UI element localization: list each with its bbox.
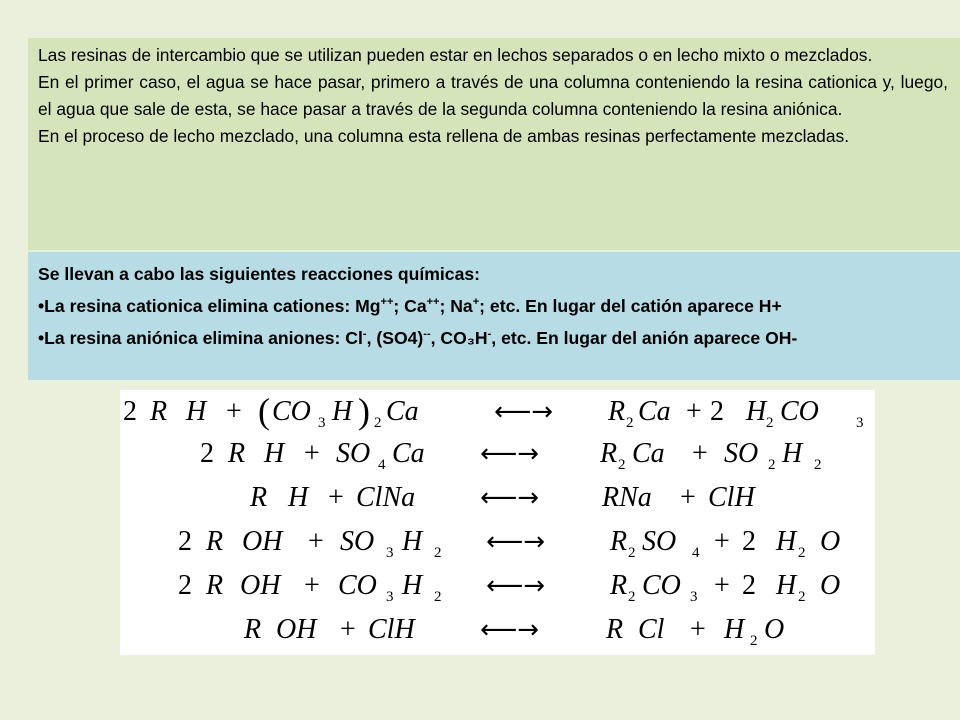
svg-text:SO: SO <box>724 438 759 469</box>
svg-text:⟵→: ⟵→ <box>480 615 540 645</box>
svg-text:2: 2 <box>178 526 192 557</box>
svg-text:): ) <box>358 391 370 431</box>
svg-text:⟵→: ⟵→ <box>486 527 546 557</box>
paragraph-3: En el proceso de lecho mezclado, una columna esta rellena de ambas resinas perfectamente mezcladas. <box>38 126 850 146</box>
svg-text:OH: OH <box>240 570 281 601</box>
svg-text:R: R <box>610 526 628 557</box>
svg-text:R: R <box>608 396 626 427</box>
svg-text:+: + <box>686 396 702 427</box>
svg-text:3: 3 <box>856 415 864 431</box>
equation-1 <box>123 391 864 431</box>
svg-text:2: 2 <box>434 589 442 605</box>
svg-text:RNa: RNa <box>602 482 652 513</box>
svg-text:ClH: ClH <box>708 482 755 513</box>
svg-text:ClH: ClH <box>368 614 415 645</box>
svg-text:R: R <box>606 614 624 645</box>
svg-text:H: H <box>782 438 803 469</box>
svg-text:2: 2 <box>618 457 626 473</box>
svg-text:⟵→: ⟵→ <box>480 483 540 513</box>
svg-text:3: 3 <box>690 589 698 605</box>
svg-text:+: + <box>714 570 730 601</box>
svg-text:2: 2 <box>768 457 776 473</box>
svg-text:2: 2 <box>750 633 758 649</box>
svg-text:CO: CO <box>642 570 681 601</box>
svg-text:2: 2 <box>742 570 756 601</box>
svg-text:+: + <box>680 482 696 513</box>
svg-text:H: H <box>776 570 797 601</box>
equations-svg <box>120 390 875 655</box>
equation-4 <box>178 526 840 561</box>
svg-text:R: R <box>228 438 246 469</box>
svg-text:2: 2 <box>628 545 636 561</box>
svg-text:+: + <box>692 438 708 469</box>
svg-text:H: H <box>288 482 309 513</box>
svg-text:CO: CO <box>272 396 311 427</box>
svg-text:⟵→: ⟵→ <box>494 397 554 427</box>
svg-text:Ca: Ca <box>392 438 425 469</box>
intro-text-box <box>28 38 960 250</box>
svg-text:R: R <box>206 570 224 601</box>
svg-text:H: H <box>186 396 207 427</box>
svg-text:OH: OH <box>276 614 317 645</box>
svg-text:2: 2 <box>628 589 636 605</box>
svg-text:O: O <box>820 570 841 601</box>
svg-text:2: 2 <box>710 396 724 427</box>
svg-text:2: 2 <box>742 526 756 557</box>
svg-text:+: + <box>308 526 324 557</box>
svg-text:2: 2 <box>766 415 774 431</box>
cationic-resin-line: •La resina cationica elimina cationes: Mg++; Ca++; Na+; etc. En lugar del catión aparece H+ <box>38 295 782 316</box>
svg-text:R: R <box>600 438 618 469</box>
equation-6 <box>243 614 784 649</box>
svg-text:+: + <box>714 526 730 557</box>
svg-text:H: H <box>724 614 745 645</box>
paragraph-2: En el primer caso, el agua se hace pasar, primero a través de una columna conteniendo la resina cationica y, luego, el agua que sale de esta, se hace pasar a través de la segunda columna conteniendo la resina aniónica. <box>38 72 948 119</box>
svg-text:⟵→: ⟵→ <box>480 439 540 469</box>
equations-panel <box>120 390 875 655</box>
svg-text:H: H <box>402 570 423 601</box>
svg-text:2: 2 <box>123 396 137 427</box>
svg-text:Ca: Ca <box>638 396 671 427</box>
svg-text:Ca: Ca <box>386 396 419 427</box>
equation-2 <box>200 438 822 473</box>
svg-text:H: H <box>402 526 423 557</box>
svg-text:H: H <box>776 526 797 557</box>
reactions-heading: Se llevan a cabo las siguientes reacciones químicas: <box>38 264 480 284</box>
svg-text:3: 3 <box>386 589 394 605</box>
svg-text:R: R <box>150 396 168 427</box>
svg-text:2: 2 <box>178 570 192 601</box>
svg-text:2: 2 <box>626 415 634 431</box>
svg-text:SO: SO <box>336 438 371 469</box>
svg-text:+: + <box>690 614 706 645</box>
svg-text:R: R <box>250 482 268 513</box>
svg-text:ClNa: ClNa <box>356 482 416 513</box>
svg-text:(: ( <box>258 391 270 431</box>
svg-text:+: + <box>304 570 320 601</box>
svg-text:O: O <box>764 614 785 645</box>
svg-text:Ca: Ca <box>632 438 665 469</box>
svg-text:R: R <box>610 570 628 601</box>
paragraph-1: Las resinas de intercambio que se utilizan pueden estar en lechos separados o en lecho mixto o mezclados. <box>38 45 873 65</box>
equation-3 <box>249 482 756 513</box>
svg-text:2: 2 <box>814 457 822 473</box>
svg-text:4: 4 <box>692 545 700 561</box>
svg-text:SO: SO <box>642 526 677 557</box>
reactions-text-box <box>28 252 960 380</box>
svg-text:H: H <box>264 438 285 469</box>
svg-text:SO: SO <box>340 526 375 557</box>
svg-text:H: H <box>746 396 767 427</box>
svg-text:2: 2 <box>200 438 214 469</box>
svg-text:+: + <box>328 482 344 513</box>
svg-text:⟵→: ⟵→ <box>486 571 546 601</box>
svg-text:+: + <box>304 438 320 469</box>
svg-text:2: 2 <box>798 589 806 605</box>
svg-text:R: R <box>244 614 262 645</box>
svg-text:CO: CO <box>338 570 377 601</box>
svg-text:R: R <box>206 526 224 557</box>
svg-text:4: 4 <box>378 457 386 473</box>
svg-text:3: 3 <box>386 545 394 561</box>
svg-text:2: 2 <box>374 415 382 431</box>
anionic-resin-line: •La resina aniónica elimina aniones: Cl-, (SO4)--, CO₃H-, etc. En lugar del anión aparece OH- <box>38 327 798 348</box>
svg-text:+: + <box>226 396 242 427</box>
svg-text:H: H <box>332 396 353 427</box>
svg-text:O: O <box>820 526 841 557</box>
equation-5 <box>178 570 840 605</box>
svg-text:CO: CO <box>780 396 819 427</box>
svg-text:3: 3 <box>318 415 326 431</box>
svg-text:+: + <box>340 614 356 645</box>
svg-text:Cl: Cl <box>638 614 665 645</box>
svg-text:2: 2 <box>798 545 806 561</box>
svg-text:2: 2 <box>434 545 442 561</box>
svg-text:OH: OH <box>242 526 283 557</box>
